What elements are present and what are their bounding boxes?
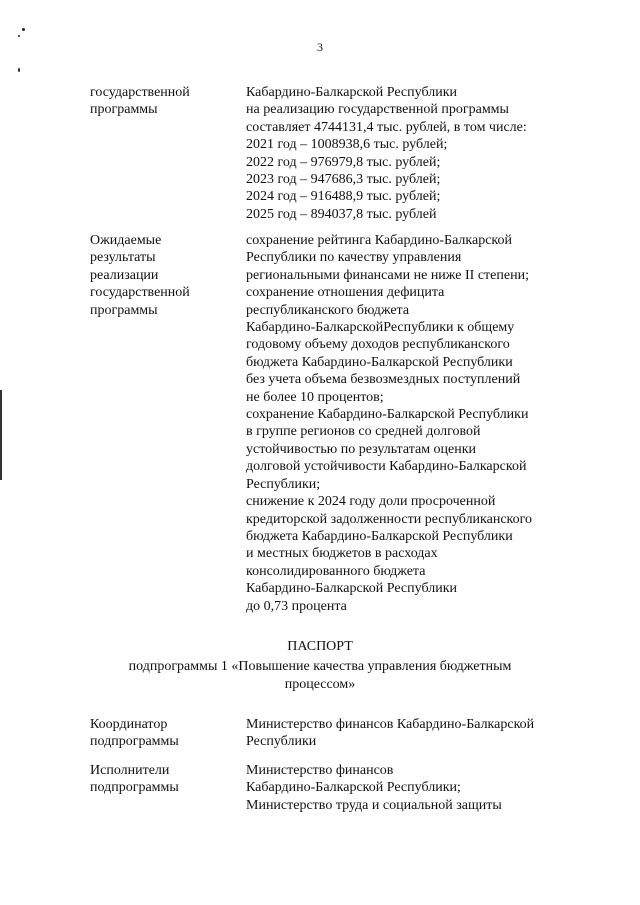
- value-line: Министерство труда и социальной защиты: [246, 797, 502, 813]
- value-line: Кабардино-Балкарской Республики: [246, 581, 457, 597]
- value-line: устойчивостью по результатам оценки: [246, 441, 477, 457]
- value-line: кредиторской задолженности республиканского: [246, 511, 533, 527]
- value-line: Кабардино-Балкарской Республики: [246, 85, 457, 100]
- scan-speck: [18, 68, 20, 72]
- scan-speck: [22, 28, 25, 31]
- coordinator-value: [246, 716, 616, 751]
- passport-title: ПАСПОРТ: [287, 639, 353, 654]
- value-line: Министерство финансов: [246, 763, 394, 778]
- value-line: составляет 4744131,4 тыс. рублей, в том числе:: [246, 119, 527, 135]
- value-line: на реализацию государственной программы: [246, 102, 509, 118]
- value-line: без учета объема безвозмездных поступлений: [246, 372, 521, 388]
- value-line: 2023 год – 947686,3 тыс. рублей;: [246, 172, 441, 188]
- value-line: республиканского бюджета: [246, 302, 410, 318]
- label-line: государственной: [90, 285, 190, 301]
- value-line: 2021 год – 1008938,6 тыс. рублей;: [246, 137, 448, 153]
- value-line: сохранение Кабардино-Балкарской Республики: [246, 407, 529, 423]
- passport-subtitle-line: подпрограммы 1 «Повышение качества управления бюджетным: [128, 659, 512, 675]
- coordinator-label: [90, 716, 240, 751]
- value-line: до 0,73 процента: [246, 598, 347, 614]
- value-line: бюджета Кабардино-Балкарской Республики: [246, 528, 513, 544]
- label-line: Исполнители: [90, 763, 170, 778]
- value-line: консолидированного бюджета: [246, 563, 426, 579]
- value-line: Республики;: [246, 476, 321, 492]
- label-line: Координатор: [90, 717, 168, 732]
- value-line: в группе регионов со средней долговой: [246, 424, 481, 440]
- value-line: сохранение отношения дефицита: [246, 285, 445, 301]
- page-number: 3: [317, 40, 323, 54]
- scan-speck: [18, 35, 20, 37]
- label-line: подпрограммы: [90, 734, 179, 750]
- value-line: Республики: [246, 734, 317, 750]
- label-line: реализации: [90, 267, 159, 283]
- passport-subtitle-line: процессом»: [284, 676, 356, 692]
- label-line: программы: [90, 102, 158, 118]
- value-line: долговой устойчивости Кабардино-Балкарской: [246, 459, 527, 475]
- expected-results-value: [246, 232, 616, 615]
- value-line: Кабардино-БалкарскойРеспублики к общему: [246, 320, 515, 336]
- label-line: программы: [90, 302, 158, 318]
- executors-value: [246, 762, 616, 814]
- label-line: результаты: [90, 250, 156, 266]
- value-line: и местных бюджетов в расходах: [246, 546, 438, 562]
- scan-edge-mark: [0, 390, 2, 480]
- value-line: Министерство финансов Кабардино-Балкарской: [246, 717, 535, 732]
- value-line: 2025 год – 894037,8 тыс. рублей: [246, 206, 437, 222]
- value-line: бюджета Кабардино-Балкарской Республики: [246, 354, 513, 370]
- value-line: 2024 год – 916488,9 тыс. рублей;: [246, 189, 441, 205]
- label-line: Ожидаемые: [90, 233, 162, 248]
- value-line: Республики по качеству управления: [246, 250, 462, 266]
- value-line: снижение к 2024 году доли просроченной: [246, 494, 496, 510]
- label-line: подпрограммы: [90, 780, 179, 796]
- value-line: 2022 год – 976979,8 тыс. рублей;: [246, 154, 441, 170]
- value-line: Кабардино-Балкарской Республики;: [246, 780, 461, 796]
- funding-volume-label: [90, 84, 240, 119]
- funding-volume-value: [246, 84, 616, 223]
- passport-heading: [0, 638, 640, 693]
- label-line: государственной: [90, 85, 190, 100]
- executors-label: [90, 762, 240, 797]
- expected-results-label: [90, 232, 240, 319]
- value-line: региональными финансами не ниже II степени;: [246, 267, 529, 283]
- value-line: годовому объему доходов республиканского: [246, 337, 510, 353]
- value-line: сохранение рейтинга Кабардино-Балкарской: [246, 233, 512, 248]
- value-line: не более 10 процентов;: [246, 389, 384, 405]
